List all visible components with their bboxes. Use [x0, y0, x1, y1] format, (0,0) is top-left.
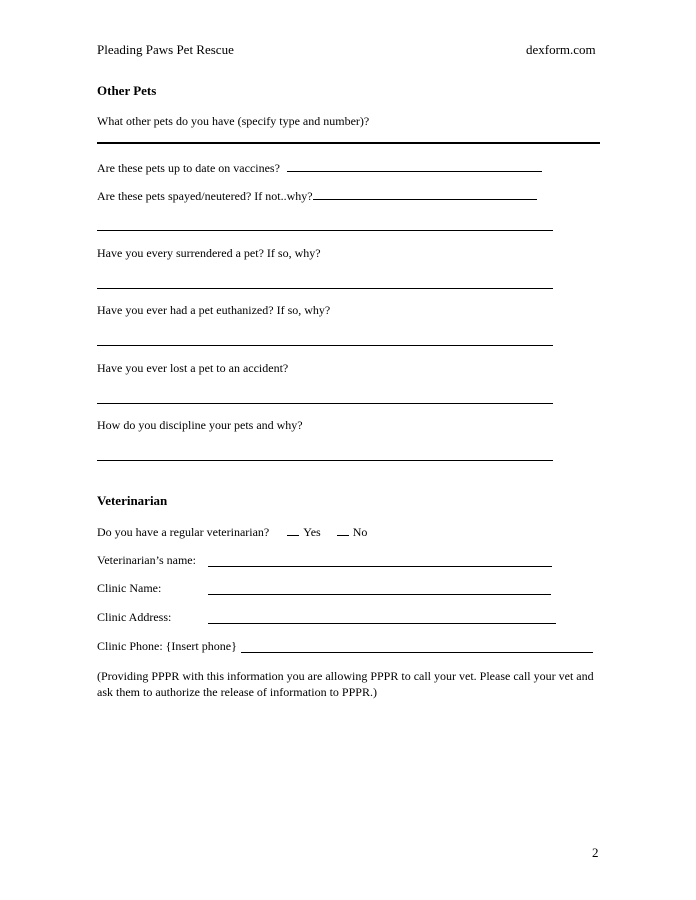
vet-name-label: Veterinarian’s name: [97, 553, 196, 567]
question-vaccines [97, 160, 542, 175]
question-spayed-label: Are these pets spayed/neutered? If not..why? [97, 189, 313, 203]
question-other-pets: What other pets do you have (specify type and number)? [97, 114, 370, 128]
page-number: 2 [592, 845, 599, 860]
answer-line-surrendered[interactable] [97, 288, 553, 289]
answer-line-other-pets[interactable] [97, 142, 600, 144]
question-regular-vet-label: Do you have a regular veterinarian? [97, 525, 270, 539]
answer-line-vaccines[interactable] [287, 160, 542, 172]
question-euthanized: Have you ever had a pet euthanized? If so, why? [97, 303, 331, 317]
clinic-phone-label: Clinic Phone: {Insert phone} [97, 639, 237, 653]
answer-line-spayed-2[interactable] [97, 230, 553, 231]
clinic-address-field[interactable] [208, 623, 556, 624]
section-title-other-pets: Other Pets [97, 83, 157, 98]
answer-line-euthanized[interactable] [97, 345, 553, 346]
clinic-phone-field[interactable] [241, 652, 593, 653]
checkbox-yes[interactable] [287, 524, 299, 536]
question-spayed [97, 188, 537, 203]
question-vaccines-label: Are these pets up to date on vaccines? [97, 161, 280, 175]
clinic-name-label: Clinic Name: [97, 581, 162, 595]
question-lost-pet: Have you ever lost a pet to an accident? [97, 361, 289, 375]
option-no-label: No [352, 525, 368, 539]
answer-line-discipline[interactable] [97, 460, 553, 461]
answer-line-spayed[interactable] [313, 188, 537, 200]
option-yes-label: Yes [303, 525, 321, 539]
vet-name-field[interactable] [208, 566, 552, 567]
clinic-address-label: Clinic Address: [97, 610, 172, 624]
header-site: dexform.com [526, 42, 596, 57]
header-org-name: Pleading Paws Pet Rescue [97, 42, 234, 57]
answer-line-lost-pet[interactable] [97, 403, 553, 404]
checkbox-no[interactable] [337, 524, 349, 536]
question-regular-vet [97, 524, 367, 539]
question-discipline: How do you discipline your pets and why? [97, 418, 303, 432]
clinic-name-field[interactable] [208, 594, 551, 595]
section-title-veterinarian: Veterinarian [97, 493, 168, 508]
vet-authorization-note: (Providing PPPR with this information you are allowing PPPR to call your vet. Please call your vet and ask them to authorize the release of information to PPPR.) [97, 669, 594, 699]
question-surrendered: Have you every surrendered a pet? If so, why? [97, 246, 321, 260]
